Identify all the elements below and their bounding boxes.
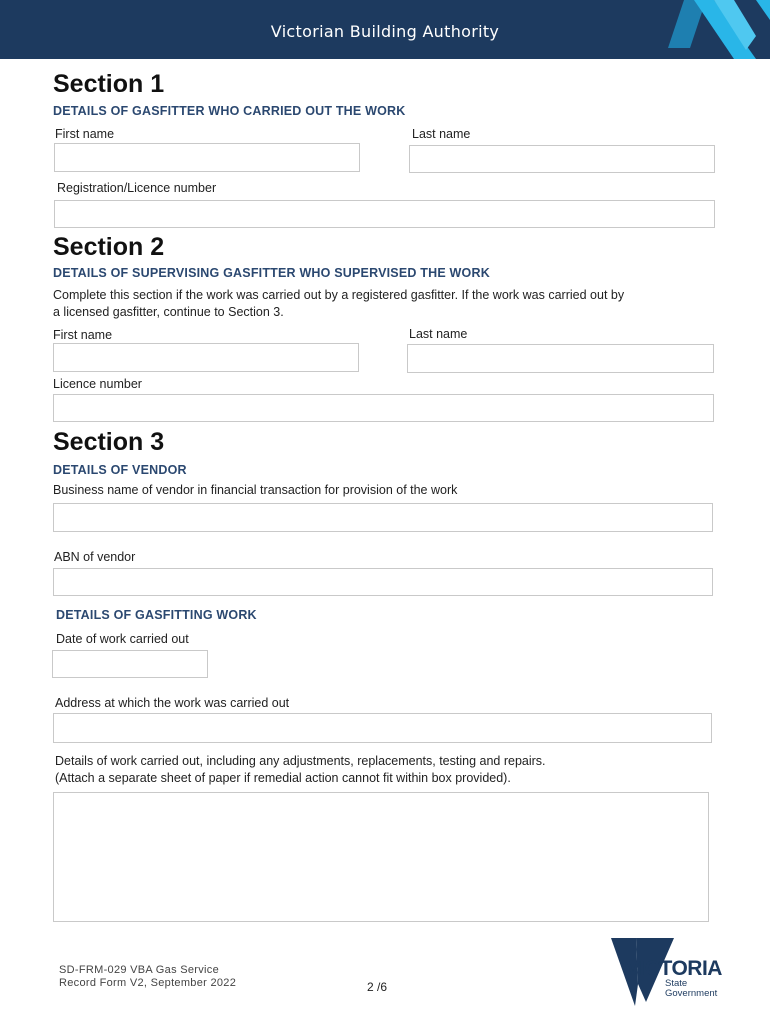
last-name-label: Last name: [412, 127, 471, 141]
section-2-title: Section 2: [53, 233, 165, 261]
supervisor-first-name-field[interactable]: [53, 343, 359, 372]
vendor-business-name-field[interactable]: [53, 503, 713, 532]
details-line: (Attach a separate sheet of paper if remedial action cannot fit within box provided).: [55, 771, 511, 785]
business-name-label: Business name of vendor in financial transaction for provision of the work: [53, 483, 458, 497]
header-title: Victorian Building Authority: [270, 22, 500, 41]
supervisor-licence-number-field[interactable]: [53, 394, 714, 422]
date-label: Date of work carried out: [56, 632, 189, 646]
section-1-subheading: DETAILS OF GASFITTER WHO CARRIED OUT THE WORK: [53, 104, 406, 118]
supervisor-licence-label: Licence number: [53, 377, 142, 391]
gasfitter-first-name-field[interactable]: [54, 143, 360, 172]
date-of-work-field[interactable]: [52, 650, 208, 678]
page-number: 2 /6: [367, 980, 388, 994]
victoria-logo-subtext: [665, 979, 717, 999]
header-bar: [0, 0, 770, 59]
work-details-textarea[interactable]: [53, 792, 709, 922]
section-3-subheading: DETAILS OF VENDOR: [53, 463, 187, 477]
logo-sub-line: Government: [665, 988, 718, 999]
logo-sub-line: State: [665, 978, 688, 989]
work-address-field[interactable]: [53, 713, 712, 743]
supervisor-last-name-label: Last name: [409, 327, 468, 341]
registration-licence-number-field[interactable]: [54, 200, 715, 228]
details-line: Details of work carried out, including any adjustments, replacements, testing and repairs.: [55, 754, 546, 768]
registration-licence-label: Registration/Licence number: [57, 181, 217, 195]
form-reference-line: Record Form V2, September 2022: [59, 977, 237, 989]
address-label: Address at which the work was carried out: [55, 696, 290, 710]
supervisor-first-name-label: First name: [53, 328, 113, 342]
supervisor-last-name-field[interactable]: [407, 344, 714, 373]
form-reference: [59, 964, 236, 990]
gasfitting-work-subheading: DETAILS OF GASFITTING WORK: [56, 608, 257, 622]
first-name-label: First name: [55, 127, 115, 141]
gasfitter-last-name-field[interactable]: [409, 145, 715, 173]
victoria-logo-wordmark: VICTORIA: [626, 957, 722, 980]
instruction-line: a licensed gasfitter, continue to Section 3.: [53, 305, 284, 319]
section-2-instructions: [53, 287, 733, 321]
section-2-subheading: DETAILS OF SUPERVISING GASFITTER WHO SUPERVISED THE WORK: [53, 266, 490, 280]
section-1-title: Section 1: [53, 70, 165, 98]
form-reference-line: SD-FRM-029 VBA Gas Service: [59, 964, 220, 976]
victoria-state-government-logo: [606, 936, 736, 1006]
abn-label: ABN of vendor: [54, 550, 136, 564]
vendor-abn-field[interactable]: [53, 568, 713, 596]
instruction-line: Complete this section if the work was carried out by a registered gasfitter. If the work was carried out by: [53, 288, 625, 302]
vba-logo-icon: [660, 0, 770, 59]
section-3-title: Section 3: [53, 428, 165, 456]
work-details-instructions: [55, 753, 715, 787]
